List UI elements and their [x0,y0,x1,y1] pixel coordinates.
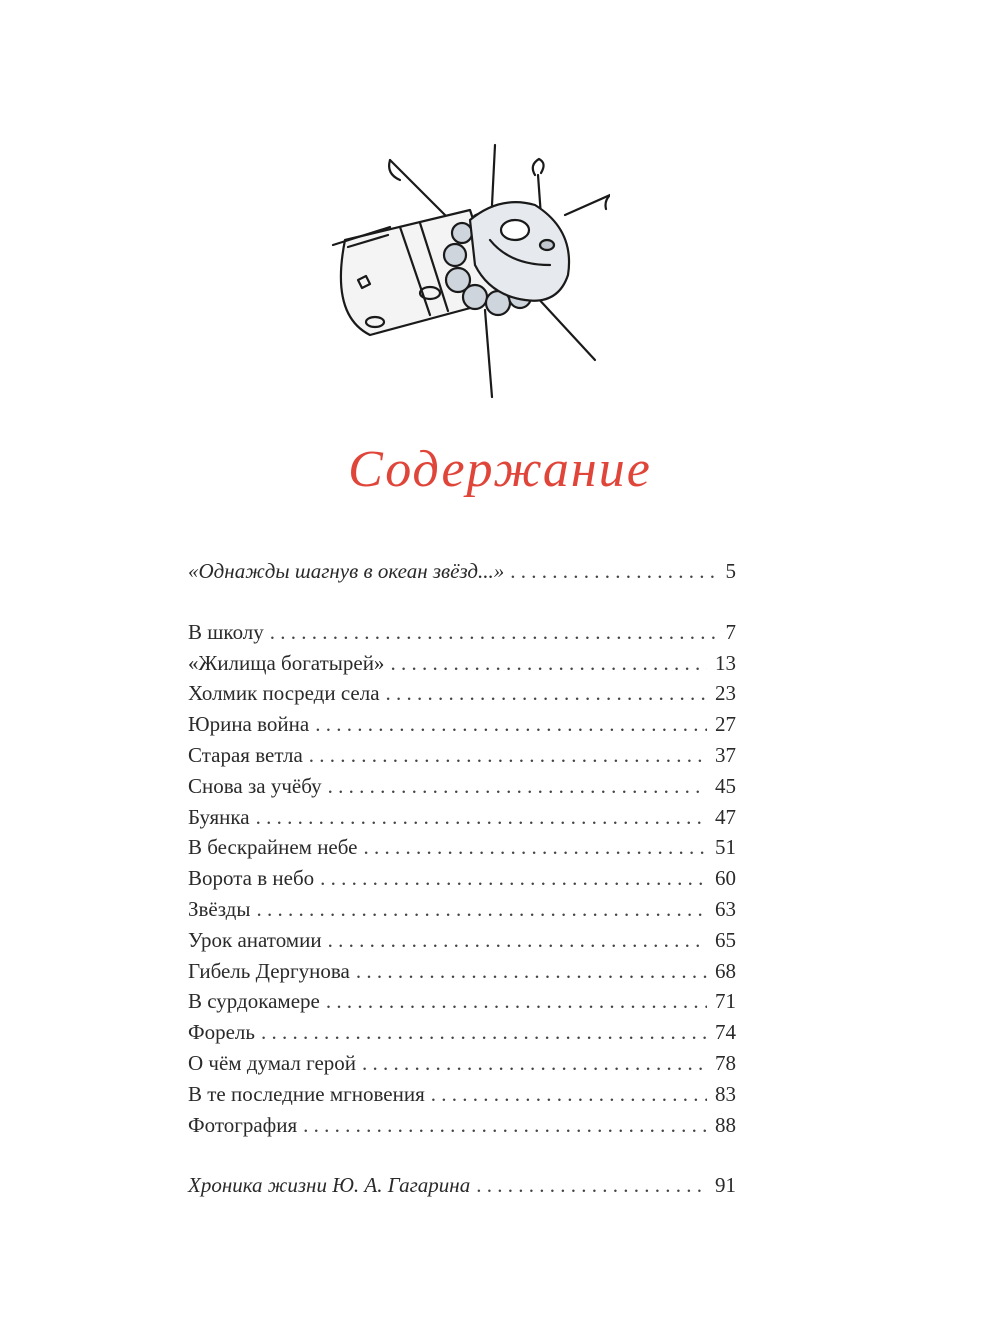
toc-entry-title: В школу [188,619,264,644]
toc-dot-leader [328,771,707,802]
toc-page-number: 7 [725,619,736,644]
toc-row [188,986,736,1017]
toc-row [188,1110,736,1141]
toc-row [188,1048,736,1079]
toc-dot-leader [510,556,717,587]
toc-dot-leader [270,617,718,648]
toc-page-number: 83 [715,1081,736,1106]
toc-page-number: 5 [725,559,736,583]
toc-dot-leader [363,832,707,863]
toc-entry-title: Снова за учёбу [188,773,322,798]
toc-row [188,617,736,648]
toc-entry-title: Форель [188,1020,255,1045]
toc-row [188,1079,736,1110]
toc-dot-leader [309,740,707,771]
toc-page-number: 27 [715,712,736,737]
toc-entry-title: Гибель Дергунова [188,958,350,983]
spacecraft-illustration [330,135,610,405]
toc-entry-title: Буянка [188,804,250,829]
toc-dot-leader [315,709,707,740]
toc-row [188,771,736,802]
toc-row [188,740,736,771]
toc-dot-leader [303,1110,707,1141]
toc-page-number: 37 [715,742,736,767]
toc-entry-title: Юрина война [188,712,310,737]
toc-row [188,1017,736,1048]
toc-entry-title: Холмик посреди села [188,681,380,706]
spacecraft-vostok-sketch-icon [330,135,610,405]
table-of-contents [188,556,736,1201]
toc-row-chronicle [188,1170,736,1201]
toc-dot-leader [431,1079,707,1110]
toc-row [188,678,736,709]
toc-page-number: 74 [715,1020,736,1045]
toc-dot-leader [356,956,707,987]
toc-entry-title: Ворота в небо [188,866,315,891]
toc-page-number: 13 [715,650,736,675]
toc-dot-leader [320,863,707,894]
toc-entry-title: «Жилища богатырей» [188,650,385,675]
toc-entry-title: Старая ветла [188,742,303,767]
toc-row [188,802,736,833]
toc-page-number: 51 [715,835,736,860]
toc-dot-leader [326,986,707,1017]
toc-row [188,956,736,987]
toc-group-gap [188,1140,736,1170]
toc-entry-title: В те последние мгновения [188,1081,425,1106]
toc-group-gap [188,587,736,617]
toc-row [188,894,736,925]
toc-page-number: 23 [715,681,736,706]
toc-row [188,925,736,956]
toc-page-number: 71 [715,989,736,1014]
toc-page-number: 68 [715,958,736,983]
toc-page-number: 88 [715,1112,736,1137]
toc-dot-leader [328,925,707,956]
toc-entry-title: В сурдокамере [188,989,320,1014]
toc-dot-leader [256,894,707,925]
toc-dot-leader [362,1048,707,1079]
toc-dot-leader [386,678,707,709]
toc-row [188,863,736,894]
toc-page-number: 65 [715,927,736,952]
toc-page-number: 63 [715,896,736,921]
toc-row [188,709,736,740]
toc-entry-title: Урок анатомии [188,927,322,952]
toc-entry-title: Звёзды [188,896,251,921]
toc-dot-leader [256,802,707,833]
toc-page-number: 91 [715,1173,736,1198]
toc-dot-leader [390,648,707,679]
toc-entry-title: Хроника жизни Ю. А. Гагарина [188,1173,471,1198]
toc-dot-leader [476,1170,707,1201]
toc-page-number: 78 [715,1050,736,1075]
toc-row-intro [188,556,736,587]
toc-entry-title: О чём думал герой [188,1050,357,1075]
page-title: Содержание [348,441,652,498]
toc-entry-title: «Однажды шагнув в океан звёзд...» [188,559,505,583]
toc-entry-title: Фотография [188,1112,298,1137]
toc-entry-title: В бескрайнем небе [188,835,358,860]
toc-dot-leader [261,1017,707,1048]
toc-row [188,832,736,863]
toc-row [188,648,736,679]
toc-page-number: 45 [715,773,736,798]
toc-page-number: 47 [715,804,736,829]
toc-page-number: 60 [715,866,736,891]
